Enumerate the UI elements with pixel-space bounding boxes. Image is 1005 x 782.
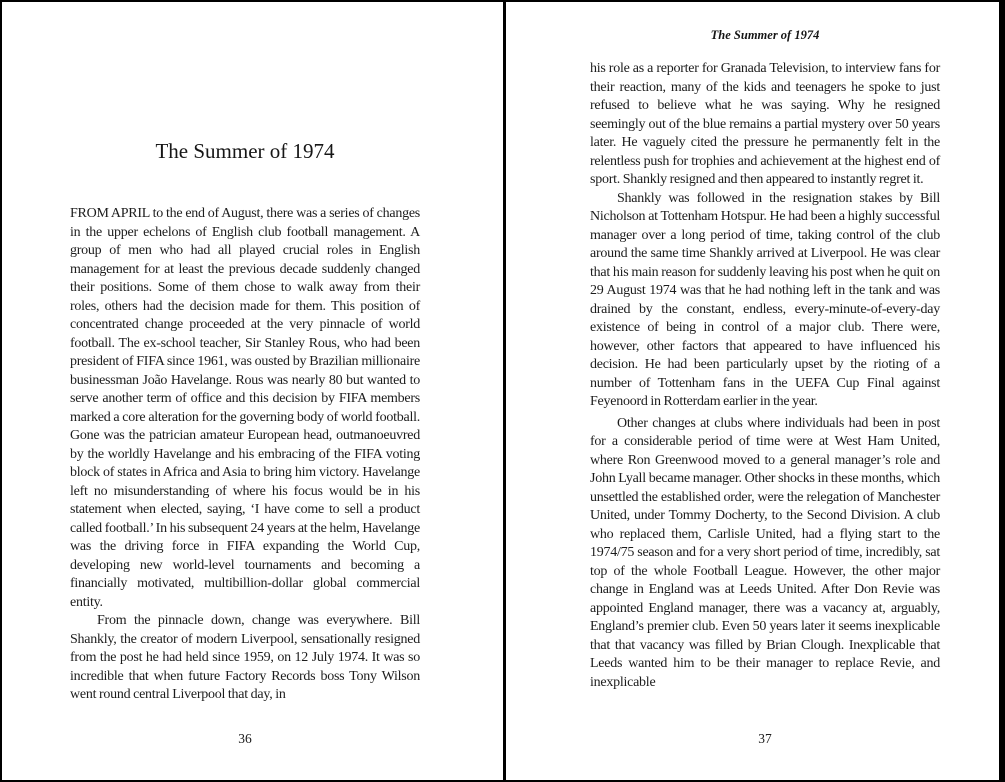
left-page [2,2,503,780]
running-head: The Summer of 1974 [710,28,820,42]
right-page [506,2,1001,780]
left-page-body-text [70,205,420,705]
left-page-number: 36 [238,731,252,746]
right-page-body-text [590,60,940,692]
paragraph: From the pinnacle down, change was everywhere. Bill Shankly, the creator of modern Liverpool, sensationally resigned from the post he had held since 1959, on 12 July 1974. It was so incredible that when future Factory Records boss Tony Wilson went round central Liverpool that day, in [70,613,420,702]
chapter-title: The Summer of 1974 [155,139,335,163]
paragraph: his role as a reporter for Granada Television, to interview fans for their reaction, many of the kids and teenagers he spoke to just refused to believe what he was saying. Why he resigned seemingly out of the blue remains a partial mystery over 50 years later. He vaguely cited the pressure he permanently felt in the relentless push for trophies and achievement at the highest end of sport. Shankly resigned and then appeared to instantly regret it. [590,61,940,187]
paragraph: Other changes at clubs where individuals had been in post for a considerable period of time were at West Ham United, where Ron Greenwood moved to a general manager’s role and John Lyall became manager. Other shocks in these months, which unsettled the established order, were the relegation of Manchester United, under Tommy Docherty, to the Second Division. A club who replaced them, Carlisle United, had a flying start to the 1974/75 season and for a very short period of time, incredibly, sat top of the whole Football League. However, the other major change in England was at Leeds United. After Don Revie was appointed England manager, there was a vacancy at, arguably, England’s premier club. Even 50 years later it seems inexplicable that that vacancy was filled by Brian Clough. Inexplicable that Leeds wanted him to be their manager to replace Revie, and inexplicable [590,415,940,690]
right-page-number: 37 [758,731,772,746]
paragraph: Shankly was followed in the resignation stakes by Bill Nicholson at Tottenham Hotspur. He had been a highly successful manager over a long period of time, taking control of the club around the same time Shankly arrived at Liverpool. He was clear that his main reason for suddenly leaving his post when he quit on 29 August 1974 was that he had nothing left in the tank and was drained by the constant, endless, every-minute-of-every-day existence of being in control of a major club. There were, however, other factors that appeared to have influenced his decision. He had been particularly upset by the rioting of a number of Tottenham fans in the UEFA Cup Final against Feyenoord in Rotterdam earlier in the year. [590,190,940,409]
paragraph: FROM APRIL to the end of August, there was a series of changes in the upper echelons of English club football management. A group of men who had all played crucial roles in English management for at least the previous decade suddenly changed their positions. Some of them chose to walk away from their roles, others had the decision made for them. This position of concentrated change proceeded at the very pinnacle of world football. The ex-school teacher, Sir Stanley Rous, who had been president of FIFA since 1961, was ousted by Brazilian millionaire businessman João Havelange. Rous was nearly 80 but wanted to serve another term of office and this decision by FIFA members marked a core alteration for the governing body of world football. Gone was the patrician amateur European head, outmanoeuvred by the worldly Havelange and his embracing of the FIFA voting block of states in Africa and Asia to bring him victory. Havelange left no misunderstanding of where his focus would be in his statement when elected, saying, ‘I have come to sell a product called football.’ In his subsequent 24 years at the helm, Havelange was the driving force in FIFA expanding the World Cup, developing new world-level tournaments and becoming a financially motivated, multibillion-dollar global commercial entity. [70,206,420,610]
